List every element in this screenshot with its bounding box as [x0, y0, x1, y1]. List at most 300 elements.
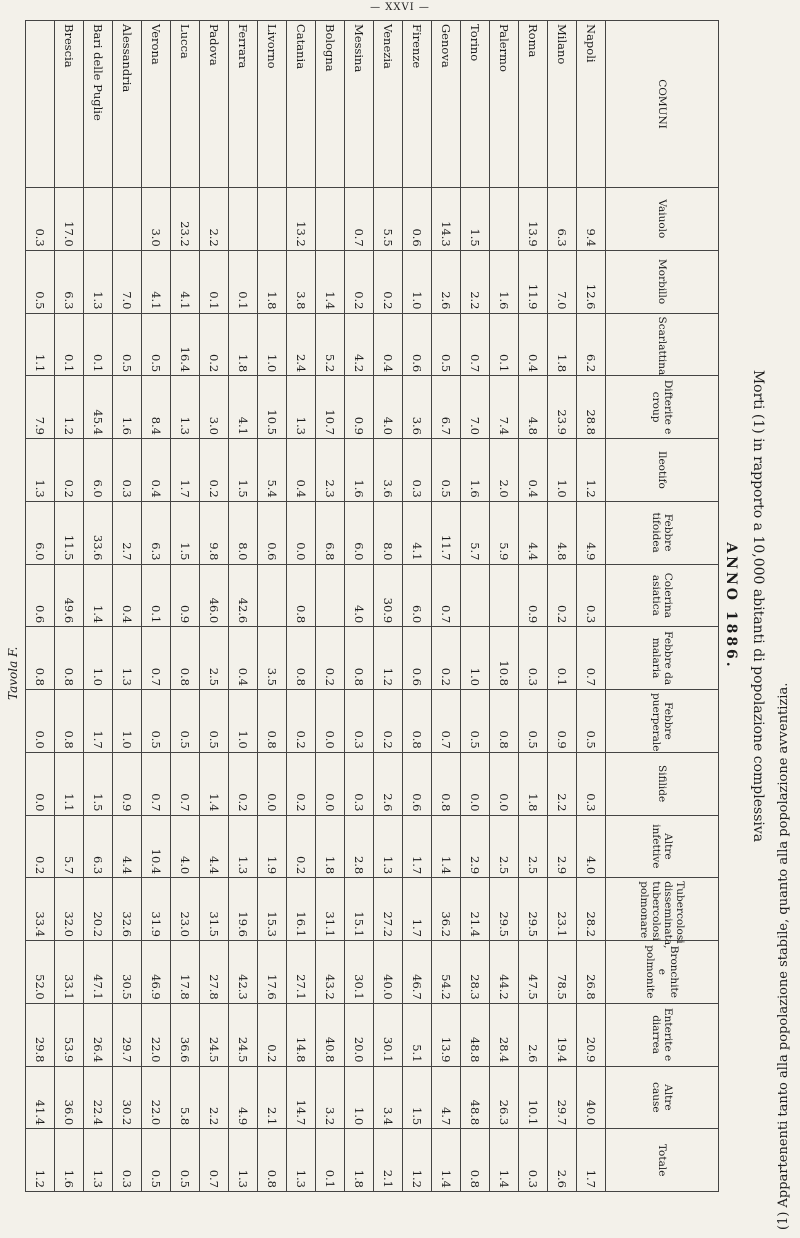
table-cell: 36.0: [55, 1066, 84, 1129]
table-cell: 28.4: [490, 1003, 519, 1066]
table-cell: 19.4: [548, 1003, 577, 1066]
table-cell: 9.8: [200, 501, 229, 564]
column-header: Ileotifo: [606, 439, 719, 502]
table-cell: 49.6: [55, 564, 84, 627]
table-cell: 0.4: [287, 439, 316, 502]
column-header: Scarlattina: [606, 313, 719, 376]
column-header: Morbillo: [606, 250, 719, 313]
mortality-table-area: [33, 20, 773, 1192]
table-cell: 23.1: [548, 878, 577, 941]
table-cell: 0.5: [519, 690, 548, 753]
table-cell: 0.0: [26, 752, 55, 815]
column-header: Febbre tifoidea: [606, 501, 719, 564]
table-cell: 16.1: [287, 878, 316, 941]
table-cell: 5.4: [258, 439, 287, 502]
table-cell: [84, 188, 113, 251]
table-cell: 6.0: [345, 501, 374, 564]
table-cell: 1.1: [26, 313, 55, 376]
table-cell: 1.6: [461, 439, 490, 502]
table-cell: 3.0: [142, 188, 171, 251]
table-cell: 0.0: [316, 752, 345, 815]
table-cell: 48.8: [461, 1003, 490, 1066]
table-cell: 36.6: [171, 1003, 200, 1066]
table-cell: 2.2: [200, 1066, 229, 1129]
table-cell: 6.3: [142, 501, 171, 564]
table-cell: 9.4: [577, 188, 606, 251]
table-cell: 4.0: [345, 564, 374, 627]
table-cell: 4.4: [519, 501, 548, 564]
table-cell: 1.3: [171, 376, 200, 439]
table-cell: 5.9: [490, 501, 519, 564]
comune-name: Firenze: [403, 21, 432, 188]
table-cell: 0.5: [142, 313, 171, 376]
table-cell: 1.5: [171, 501, 200, 564]
table-cell: 43.2: [316, 941, 345, 1004]
table-cell: 10.7: [316, 376, 345, 439]
table-cell: 1.3: [84, 1129, 113, 1192]
table-cell: 2.5: [200, 627, 229, 690]
column-header: Difterite e croup: [606, 376, 719, 439]
table-cell: 0.0: [287, 501, 316, 564]
table-cell: 0.2: [374, 250, 403, 313]
table-cell: 0.2: [432, 627, 461, 690]
table-cell: 1.3: [229, 1129, 258, 1192]
table-cell: 22.0: [142, 1003, 171, 1066]
table-cell: 4.8: [548, 501, 577, 564]
table-cell: 6.0: [403, 564, 432, 627]
table-cell: 0.1: [490, 313, 519, 376]
table-cell: 24.5: [229, 1003, 258, 1066]
footnote: (1) Appartenenti tanto alla popolazione stabile, quanto alla popolazione avventizia.: [776, 682, 791, 1230]
table-cell: 5.7: [55, 815, 84, 878]
table-cell: 0.2: [200, 439, 229, 502]
table-cell: 0.9: [548, 690, 577, 753]
tavola-label: Tavola F.: [6, 646, 20, 700]
table-cell: 0.1: [548, 627, 577, 690]
table-cell: 0.4: [113, 564, 142, 627]
table-cell: 3.2: [316, 1066, 345, 1129]
table-cell: 21.4: [461, 878, 490, 941]
table-cell: 0.7: [142, 627, 171, 690]
table-cell: 11.5: [55, 501, 84, 564]
table-cell: 1.9: [258, 815, 287, 878]
table-cell: 4.7: [432, 1066, 461, 1129]
table-title: Morti (1) in rapporto a 10,000 abitanti di popolazione complessiva: [750, 369, 766, 843]
table-cell: 0.7: [432, 690, 461, 753]
table-cell: 0.8: [345, 627, 374, 690]
table-cell: 41.4: [26, 1066, 55, 1129]
table-cell: 1.3: [287, 1129, 316, 1192]
table-cell: 4.1: [403, 501, 432, 564]
table-cell: 0.5: [171, 690, 200, 753]
table-cell: 0.3: [113, 439, 142, 502]
table-cell: 1.3: [229, 815, 258, 878]
table-cell: 2.6: [432, 250, 461, 313]
table-cell: [316, 564, 345, 627]
table-cell: 1.8: [258, 250, 287, 313]
table-cell: 0.1: [200, 250, 229, 313]
table-cell: 1.3: [84, 250, 113, 313]
table-cell: 0.1: [84, 313, 113, 376]
header-row: [606, 21, 719, 1192]
table-cell: 10.4: [142, 815, 171, 878]
table-cell: 53.9: [55, 1003, 84, 1066]
table-cell: 13.2: [287, 188, 316, 251]
table-cell: 2.2: [548, 752, 577, 815]
table-cell: 5.1: [403, 1003, 432, 1066]
table-cell: 2.5: [490, 815, 519, 878]
table-cell: 0.6: [26, 564, 55, 627]
comune-name: Catania: [287, 21, 316, 188]
column-header: Altre cause: [606, 1066, 719, 1129]
table-cell: 29.5: [519, 878, 548, 941]
table-cell: 1.5: [84, 752, 113, 815]
mortality-table: [25, 20, 719, 1192]
table-cell: 5.2: [316, 313, 345, 376]
comune-name: Brescia: [55, 21, 84, 188]
table-cell: 33.1: [55, 941, 84, 1004]
table-cell: 1.1: [55, 752, 84, 815]
table-cell: 2.1: [374, 1129, 403, 1192]
table-cell: 6.3: [548, 188, 577, 251]
table-row: [432, 21, 461, 1192]
table-cell: 24.5: [200, 1003, 229, 1066]
table-cell: 1.5: [461, 188, 490, 251]
table-cell: 28.2: [577, 878, 606, 941]
comune-name: Padova: [200, 21, 229, 188]
table-cell: 2.1: [258, 1066, 287, 1129]
table-cell: 54.2: [432, 941, 461, 1004]
table-cell: 17.8: [171, 941, 200, 1004]
table-cell: 1.4: [316, 250, 345, 313]
tavola-label-wrap: [6, 640, 26, 700]
table-cell: 0.5: [113, 313, 142, 376]
table-cell: 7.0: [113, 250, 142, 313]
table-cell: [113, 188, 142, 251]
table-cell: 8.4: [142, 376, 171, 439]
table-cell: 30.1: [345, 941, 374, 1004]
table-cell: 0.8: [258, 1129, 287, 1192]
table-cell: 0.8: [287, 627, 316, 690]
comune-name: Livorno: [258, 21, 287, 188]
table-cell: 30.1: [374, 1003, 403, 1066]
table-cell: 2.6: [548, 1129, 577, 1192]
table-cell: 1.2: [26, 1129, 55, 1192]
table-cell: 0.0: [316, 690, 345, 753]
table-cell: 0.7: [345, 188, 374, 251]
table-cell: 5.5: [374, 188, 403, 251]
table-cell: 3.5: [258, 627, 287, 690]
table-cell: 1.0: [84, 627, 113, 690]
table-cell: 15.3: [258, 878, 287, 941]
table-cell: 0.3: [113, 1129, 142, 1192]
table-cell: 4.2: [345, 313, 374, 376]
table-cell: 28.8: [577, 376, 606, 439]
table-cell: 0.8: [403, 690, 432, 753]
table-cell: 0.8: [287, 564, 316, 627]
table-cell: 1.4: [432, 815, 461, 878]
table-cell: 2.8: [345, 815, 374, 878]
table-cell: 0.4: [142, 439, 171, 502]
table-cell: 0.4: [374, 313, 403, 376]
table-cell: 6.7: [432, 376, 461, 439]
table-cell: 0.7: [200, 1129, 229, 1192]
table-cell: 2.2: [200, 188, 229, 251]
table-cell: 2.2: [461, 250, 490, 313]
table-cell: 26.3: [490, 1066, 519, 1129]
table-cell: 0.5: [577, 690, 606, 753]
table-cell: 1.2: [577, 439, 606, 502]
table-cell: 0.6: [403, 627, 432, 690]
table-cell: 1.5: [403, 1066, 432, 1129]
table-cell: 1.7: [403, 878, 432, 941]
table-cell: 32.6: [113, 878, 142, 941]
table-cell: [316, 188, 345, 251]
table-cell: 0.3: [577, 752, 606, 815]
table-cell: 33.6: [84, 501, 113, 564]
comune-name: Alessandria: [113, 21, 142, 188]
table-cell: 40.8: [316, 1003, 345, 1066]
table-cell: 10.1: [519, 1066, 548, 1129]
table-cell: [229, 188, 258, 251]
table-cell: 0.6: [258, 501, 287, 564]
table-cell: 4.0: [374, 376, 403, 439]
table-cell: 1.4: [84, 564, 113, 627]
comune-name: Bologna: [316, 21, 345, 188]
table-cell: 0.9: [345, 376, 374, 439]
table-cell: 1.2: [403, 1129, 432, 1192]
table-cell: 47.5: [519, 941, 548, 1004]
table-cell: 1.7: [577, 1129, 606, 1192]
table-cell: 36.2: [432, 878, 461, 941]
table-cell: 0.7: [171, 752, 200, 815]
table-cell: 1.7: [403, 815, 432, 878]
table-cell: 0.0: [461, 752, 490, 815]
table-cell: 7.9: [26, 376, 55, 439]
table-cell: 0.2: [258, 1003, 287, 1066]
table-cell: 4.0: [171, 815, 200, 878]
comune-name: Milano: [548, 21, 577, 188]
table-cell: 1.0: [229, 690, 258, 753]
table-cell: 5.8: [171, 1066, 200, 1129]
table-row: [55, 21, 84, 1192]
column-header: Totale: [606, 1129, 719, 1192]
table-cell: 2.0: [490, 439, 519, 502]
table-cell: 2.5: [519, 815, 548, 878]
comune-name: Messina: [345, 21, 374, 188]
table-cell: 1.3: [287, 376, 316, 439]
table-cell: 0.6: [403, 313, 432, 376]
table-cell: 6.3: [55, 250, 84, 313]
table-cell: 46.7: [403, 941, 432, 1004]
comune-name: Venezia: [374, 21, 403, 188]
table-row: [113, 21, 142, 1192]
table-cell: 0.9: [519, 564, 548, 627]
table-cell: 1.2: [374, 627, 403, 690]
table-cell: 1.5: [229, 439, 258, 502]
column-header: Bronchite e polmonite: [606, 941, 719, 1004]
column-header: Colerina asiatica: [606, 564, 719, 627]
table-cell: 15.1: [345, 878, 374, 941]
table-cell: 30.2: [113, 1066, 142, 1129]
table-cell: 0.2: [316, 627, 345, 690]
table-cell: 3.0: [200, 376, 229, 439]
table-cell: 0.9: [171, 564, 200, 627]
table-cell: 0.8: [26, 627, 55, 690]
table-cell: 0.3: [403, 439, 432, 502]
table-cell: 22.4: [84, 1066, 113, 1129]
table-row: [548, 21, 577, 1192]
table-cell: 0.7: [142, 752, 171, 815]
table-cell: 2.7: [113, 501, 142, 564]
table-cell: 14.8: [287, 1003, 316, 1066]
table-cell: 1.6: [345, 439, 374, 502]
table-cell: 0.5: [432, 439, 461, 502]
comune-name: Palermo: [490, 21, 519, 188]
table-cell: 29.7: [113, 1003, 142, 1066]
table-cell: 0.3: [345, 752, 374, 815]
table-cell: 78.5: [548, 941, 577, 1004]
table-cell: 0.0: [26, 690, 55, 753]
table-cell: 17.6: [258, 941, 287, 1004]
table-cell: 4.1: [229, 376, 258, 439]
table-cell: 1.8: [229, 313, 258, 376]
table-cell: 2.9: [548, 815, 577, 878]
table-cell: 0.4: [519, 313, 548, 376]
table-cell: 27.2: [374, 878, 403, 941]
table-cell: 3.4: [374, 1066, 403, 1129]
table-row: [403, 21, 432, 1192]
table-cell: 14.7: [287, 1066, 316, 1129]
table-cell: 45.4: [84, 376, 113, 439]
table-cell: 1.8: [316, 815, 345, 878]
table-cell: 32.0: [55, 878, 84, 941]
table-cell: 0.5: [461, 690, 490, 753]
table-cell: 0.8: [55, 627, 84, 690]
table-cell: 27.8: [200, 941, 229, 1004]
table-cell: 0.1: [142, 564, 171, 627]
table-cell: 4.0: [577, 815, 606, 878]
table-cell: 22.0: [142, 1066, 171, 1129]
table-cell: 0.3: [577, 564, 606, 627]
table-cell: 1.7: [84, 690, 113, 753]
table-cell: 0.5: [26, 250, 55, 313]
table-cell: 13.9: [432, 1003, 461, 1066]
table-cell: 0.1: [55, 313, 84, 376]
table-cell: 0.2: [229, 752, 258, 815]
table-cell: 0.2: [287, 815, 316, 878]
table-cell: 0.6: [403, 752, 432, 815]
table-cell: 1.2: [55, 376, 84, 439]
table-cell: 2.4: [287, 313, 316, 376]
table-cell: 3.6: [374, 439, 403, 502]
table-cell: 12.6: [577, 250, 606, 313]
table-cell: 1.4: [432, 1129, 461, 1192]
table-cell: 4.9: [229, 1066, 258, 1129]
table-cell: 6.2: [577, 313, 606, 376]
table-cell: 31.9: [142, 878, 171, 941]
table-cell: 4.1: [171, 250, 200, 313]
table-body: [26, 21, 606, 1192]
table-cell: 0.8: [432, 752, 461, 815]
table-row: [316, 21, 345, 1192]
table-cell: 31.1: [316, 878, 345, 941]
table-cell: 4.9: [577, 501, 606, 564]
column-header: Sifilide: [606, 752, 719, 815]
table-cell: 0.3: [519, 1129, 548, 1192]
table-cell: 28.3: [461, 941, 490, 1004]
table-cell: 8.0: [229, 501, 258, 564]
table-cell: 23.9: [548, 376, 577, 439]
table-cell: 1.0: [548, 439, 577, 502]
table-cell: 8.0: [374, 501, 403, 564]
table-cell: 1.0: [345, 1066, 374, 1129]
table-cell: 13.9: [519, 188, 548, 251]
table-cell: 0.2: [345, 250, 374, 313]
table-cell: 0.2: [287, 690, 316, 753]
table-cell: 0.8: [258, 690, 287, 753]
table-cell: 0.3: [519, 627, 548, 690]
table-cell: 27.1: [287, 941, 316, 1004]
table-cell: 0.7: [577, 627, 606, 690]
table-cell: 44.2: [490, 941, 519, 1004]
column-header: Tubercolosi disseminata, tubercolosi polmonare: [606, 878, 719, 941]
table-cell: 6.8: [316, 501, 345, 564]
table-cell: 1.0: [258, 313, 287, 376]
table-cell: 16.4: [171, 313, 200, 376]
table-cell: 42.3: [229, 941, 258, 1004]
comune-name: Bari delle Puglie: [84, 21, 113, 188]
table-cell: 0.7: [432, 564, 461, 627]
table-cell: 23.2: [171, 188, 200, 251]
table-cell: 29.8: [26, 1003, 55, 1066]
table-cell: 4.4: [200, 815, 229, 878]
table-cell: 0.8: [55, 690, 84, 753]
table-cell: 11.9: [519, 250, 548, 313]
table-cell: 1.8: [345, 1129, 374, 1192]
table-cell: 29.5: [490, 878, 519, 941]
table-cell: 19.6: [229, 878, 258, 941]
table-cell: 1.8: [548, 313, 577, 376]
table-cell: 1.0: [461, 627, 490, 690]
table-cell: 30.5: [113, 941, 142, 1004]
year-label: ANNO 1886.: [723, 542, 739, 670]
table-cell: 0.8: [461, 1129, 490, 1192]
table-cell: 1.0: [113, 690, 142, 753]
table-cell: 33.4: [26, 878, 55, 941]
table-cell: 2.9: [461, 815, 490, 878]
table-cell: 0.5: [200, 690, 229, 753]
table-cell: 1.7: [171, 439, 200, 502]
table-cell: 7.0: [548, 250, 577, 313]
table-cell: 20.0: [345, 1003, 374, 1066]
table-cell: 1.3: [113, 627, 142, 690]
table-cell: 0.8: [490, 690, 519, 753]
comune-name: Napoli: [577, 21, 606, 188]
table-cell: 6.0: [84, 439, 113, 502]
footnote-wrap: [776, 640, 796, 1230]
table-cell: 20.2: [84, 878, 113, 941]
table-cell: 20.9: [577, 1003, 606, 1066]
table-cell: 0.2: [55, 439, 84, 502]
column-header: Vaiuolo: [606, 188, 719, 251]
table-row: [84, 21, 113, 1192]
table-cell: 0.3: [345, 690, 374, 753]
table-cell: 29.7: [548, 1066, 577, 1129]
column-header: Febbre puerperale: [606, 690, 719, 753]
table-cell: 4.4: [113, 815, 142, 878]
table-cell: 26.4: [84, 1003, 113, 1066]
